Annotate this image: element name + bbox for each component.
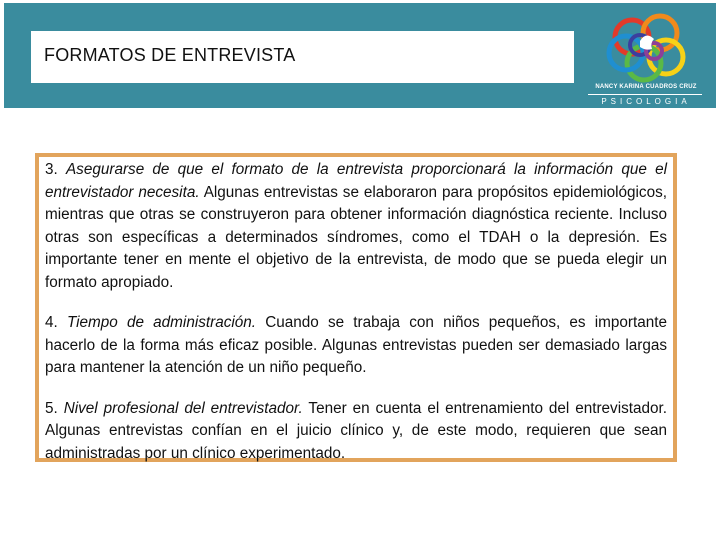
item-lead: Asegurarse de que el formato de la entrevista proporcionará la información que el entrevistador necesita. [45, 161, 668, 201]
logo-icon [578, 11, 714, 83]
logo-subtitle: PSICOLOGIA [601, 97, 691, 106]
list-item [45, 398, 667, 466]
item-number: 5. [45, 399, 58, 417]
title-bar [31, 31, 574, 83]
item-body: Algunas entrevistas se elaboraron para propósitos epidemiológicos, mientras que otras se construyeron para obtener información diagnóstica reciente. Incluso otras son específicas a determinados síndromes, como el TDAH o la depresión. Es importante tener en mente el objetivo de la entrevista, de modo que se pueda elegir un formato apropiado. [45, 183, 667, 291]
item-number: 3. [45, 161, 58, 178]
logo-divider [588, 94, 702, 95]
item-number: 4. [45, 314, 58, 331]
logo [578, 11, 714, 109]
header-band [0, 0, 720, 110]
item-lead: Nivel profesional del entrevistador. [63, 399, 303, 417]
logo-name: NANCY KARINA CUADROS CRUZ [595, 84, 697, 90]
item-lead: Tiempo de administración. [66, 314, 257, 331]
list-item [45, 159, 667, 294]
list-item [45, 312, 667, 380]
header-teal-box [4, 3, 716, 108]
item-body: Tener en cuenta el entrenamiento del entrevistador. Algunas entrevistas confían en el juicio clínico y, de este modo, requieren que sean administradas por un clínico experimentado. [45, 399, 668, 462]
page-title: FORMATOS DE ENTREVISTA [44, 45, 296, 65]
content-box [35, 153, 677, 462]
item-body: Cuando se trabaja con niños pequeños, es importante hacerlo de la forma más eficaz posible. Algunas entrevistas pueden ser demasiado largas para mantener la atención de un niño pequeño. [45, 314, 668, 376]
